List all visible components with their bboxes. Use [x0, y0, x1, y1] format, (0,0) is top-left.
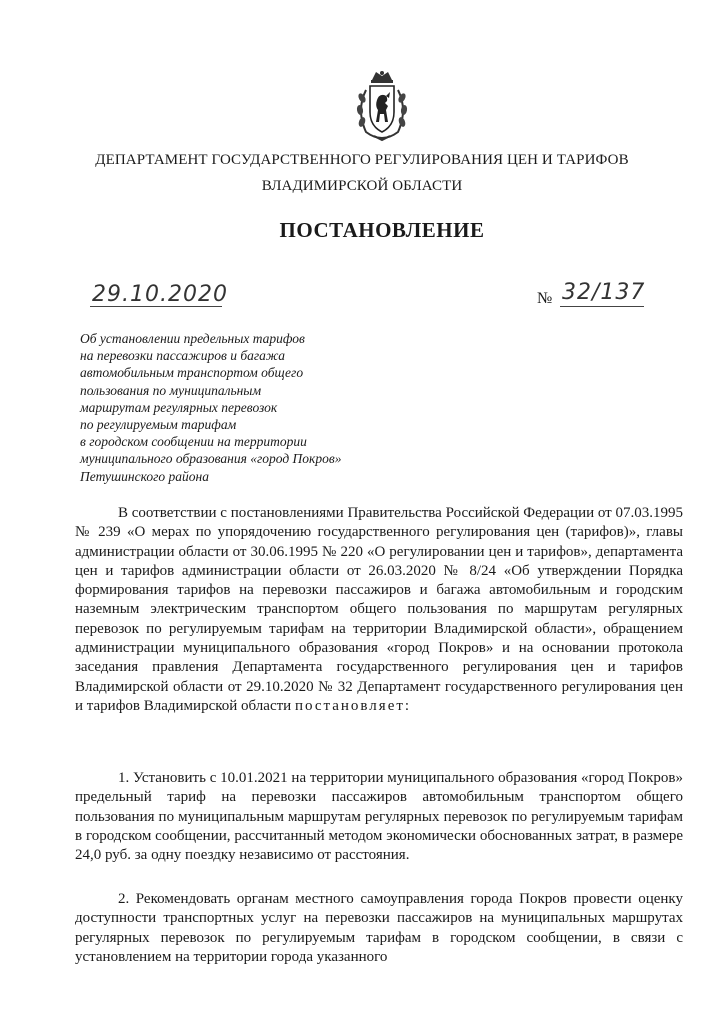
department-name-line2: ВЛАДИМИРСКОЙ ОБЛАСТИ [261, 178, 463, 194]
date-underline [90, 306, 222, 307]
decree-word: постановляет: [294, 697, 412, 714]
preamble-text: В соответствии с постановлениями Правительства Российской Федерации от 07.03.1995 № 239 «О мерах по упорядочению государственного регулирования цен (тарифов)», главы администрации области от 30.06.1995 № 220 «О регулировании цен и тарифов», департамента цен и тарифов администрации области от 26.03.2020 № 8/24 «Об утверждении Порядка формирования тарифов на перевозки пассажиров и багажа автомобильным и городским наземным электрическим транспортом общего пользования по маршрутам регулярных перевозок по регулируемым тарифам на территории Владимирской области», обращением администрации муниципального образования «город Покров» и на основании протокола заседания правления Департамента государственного регулирования цен и тарифов Владимирской области от 29.10.2020 № 32 Департамент государственного регулирования цен и тарифов Владимирской области [75, 505, 683, 714]
decree-subject [80, 330, 380, 485]
subject-line: муниципального образования «город Покров» [80, 451, 342, 467]
number-label: № [537, 290, 553, 307]
subject-line: пользования по муниципальным [80, 382, 262, 398]
subject-line: Петушинского района [80, 468, 209, 484]
number-underline [560, 306, 644, 307]
preamble-paragraph [75, 504, 683, 716]
item-1-paragraph [75, 769, 683, 865]
subject-line: маршрутам регулярных перевозок [80, 399, 278, 415]
decree-date: 29.10.2020 [92, 282, 228, 307]
item-1-text: 1. Установить с 10.01.2021 на территории муниципального образования «город Покров» предельный тариф на перевозки пассажиров автомобильным транспортом общего пользования по муниципальным маршрутам регулярных перевозок по регулируемым тарифам в городском сообщении, рассчитанный методом экономически обоснованных затрат, в размере 24,0 руб. за одну поездку независимо от расстояния. [75, 770, 683, 864]
item-2-paragraph [75, 890, 683, 967]
subject-line: Об установлении предельных тарифов [80, 331, 305, 346]
document-type-title: ПОСТАНОВЛЕНИЕ [279, 218, 485, 242]
subject-line: на перевозки пассажиров и багажа [80, 348, 286, 364]
decree-number: 32/137 [562, 280, 646, 305]
department-name-line1: ДЕПАРТАМЕНТ ГОСУДАРСТВЕННОГО РЕГУЛИРОВАНИЯ ЦЕН И ТАРИФОВ [95, 152, 629, 168]
item-2-text: 2. Рекомендовать органам местного самоуправления города Покров провести оценку доступности транспортных услуг на перевозки пассажиров на муниципальных маршрутах регулярных перевозок по регулируемым тарифам в городском сообщении, в связи с установлением на территории города указанного [75, 891, 683, 965]
subject-line: в городском сообщении на территории [80, 434, 307, 450]
subject-line: автомобильным транспортом общего [80, 365, 304, 381]
coat-of-arms-icon [352, 70, 412, 142]
subject-line: по регулируемым тарифам [80, 417, 237, 433]
